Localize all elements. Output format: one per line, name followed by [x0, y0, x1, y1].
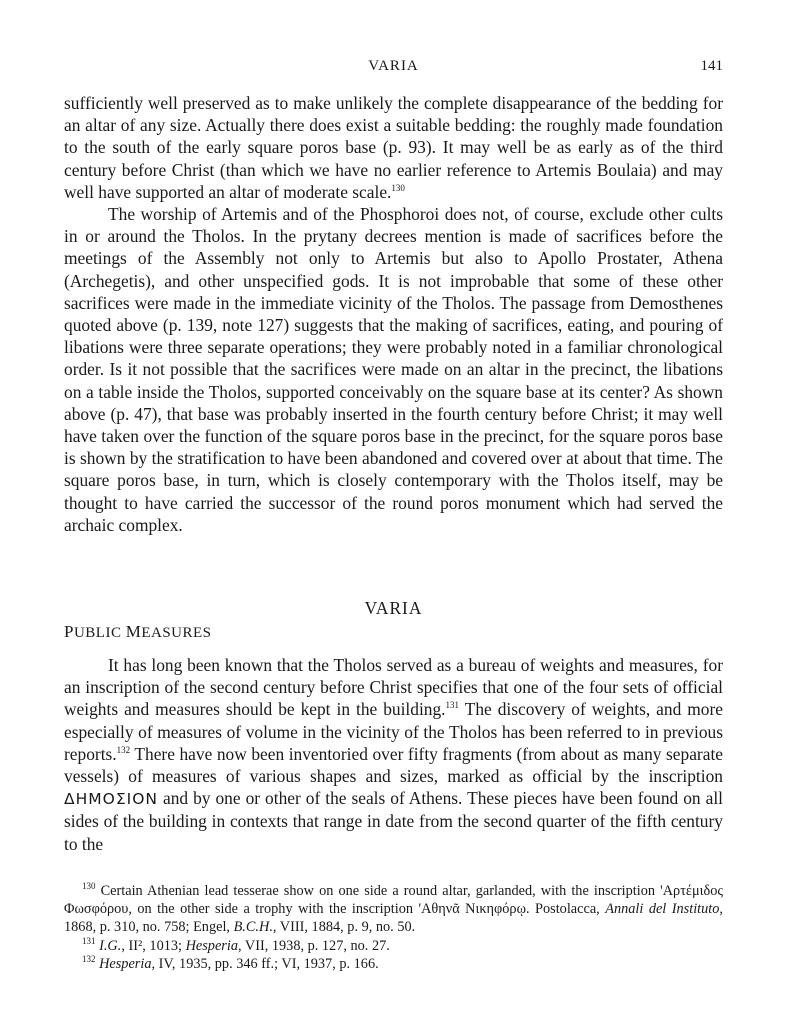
journal-bch: B.C.H. [233, 919, 273, 936]
public-measures-text [64, 654, 723, 855]
footnote-130-text-e: , VIII, 1884, p. 9, no. 50. [272, 919, 416, 936]
journal-hesperia-132: Hesperia [99, 955, 152, 972]
footnote-132-number: 132 [82, 954, 96, 965]
journal-hesperia-131: Hesperia [185, 937, 238, 954]
paragraph-3-part-b: The discovery of weights, and more especially of measures of volume in the vicinity of the Tholos has been referred to in previous reports. [64, 699, 723, 764]
footnote-ref-130: 130 [391, 183, 405, 194]
subhead-rest-2: EASURES [141, 625, 212, 641]
footnote-130-text-d: , 1868, p. 310, no. 758; Engel, [64, 901, 723, 936]
footnote-132 [64, 955, 723, 973]
subhead-initial-2: M [125, 622, 142, 641]
footnote-131-text-a: , II², 1013; [121, 937, 186, 954]
footnote-ref-132: 132 [116, 745, 131, 756]
paragraph-3-part-d: and by one or other of the seals of Athens. These pieces have been found on all sides of the building in contexts that range in date from the second quarter of the fifth century to the [64, 788, 723, 854]
footnote-131 [64, 937, 723, 955]
page-header [64, 58, 723, 78]
footnote-130 [64, 882, 723, 937]
section-title: VARIA [364, 598, 423, 618]
inscription-demosion: ΔΗΜΟΣΙΟΝ [64, 790, 158, 809]
footnote-131-text-b: , VII, 1938, p. 127, no. 27. [237, 937, 390, 954]
page-number: 141 [700, 58, 723, 74]
paragraph-1-text: sufficiently well preserved as to make unlikely the complete disappearance of the bedding for an altar of any size. Actually there does exist a suitable bedding: the roughly made foundation to the south of the early square poros base (p. 93). It may well be as early as of the third century before Christ (than which we have no earlier reference to Artemis Boulaia) and may well have supported an altar of moderate scale. [64, 93, 723, 202]
subhead-initial-1: P [64, 622, 74, 641]
paragraph-3 [64, 654, 723, 855]
journal-annali: Annali del Instituto [605, 901, 720, 918]
paragraph-1 [64, 92, 723, 203]
footnote-131-number: 131 [82, 935, 96, 946]
greek-inscription-artemis: 'Αρτέμιδος Φωσφόρου [64, 883, 723, 918]
main-text [64, 92, 723, 536]
footnote-132-text-a: , IV, 1935, pp. 346 ff.; VI, 1937, p. 166. [151, 955, 379, 972]
paragraph-2: The worship of Artemis and of the Phosphoroi does not, of course, exclude other cults in or around the Tholos. In the prytany decrees mention is made of sacrifices before the meetings of the Assembly not only to Artemis but also to Apollo Prostater, Athena (Archegetis), and other unspecified gods. It is not improbable that some of these other sacrifices were made in the immediate vicinity of the Tholos. The passage from Demosthenes quoted above (p. 139, note 127) suggests that the making of sacrifices, eating, and pouring of libations were three separate operations; they were probably noted in a familiar chronological order. Is it not possible that the sacrifices were made on an altar in the precinct, the libations on a table inside the Tholos, supported conceivably on the square base at its center? As shown above (p. 47), that base was probably inserted in the fourth century before Christ; it may well have taken over the function of the square poros base in the precinct, for the square poros base is shown by the stratification to have been abandoned and covered over at about that time. The square poros base, in turn, which is closely contemporary with the Tholos itself, may be thought to have carried the successor of the round poros monument which had served the archaic complex. [64, 204, 723, 535]
footnote-ref-131: 131 [445, 700, 460, 711]
paragraph-3-part-c: There have now been inventoried over fifty fragments (from about as many separate vessels) of measures of various shapes and sizes, marked as official by the inscription [64, 743, 723, 787]
journal-ig: I.G. [99, 937, 122, 954]
subsection-heading [64, 622, 212, 642]
footnote-130-text-b: , on the other side a trophy with the inscription [128, 901, 419, 918]
footnote-130-text-a: Certain Athenian lead tesserae show on one side a round altar, garlanded, with the inscription [95, 883, 661, 899]
footnotes [64, 882, 723, 973]
paragraph-3-part-a: It has long been known that the Tholos served as a bureau of weights and measures, for an inscription of the second century before Christ specifies that one of the four sets of official weights and measures should be kept in the building. [64, 655, 723, 720]
subhead-rest-1: UBLIC [73, 625, 122, 641]
footnote-130-number: 130 [82, 881, 96, 892]
footnote-130-text-c: . Postolacca, [525, 901, 606, 918]
greek-inscription-athena: 'Αθηνᾶ Νικηφόρῳ [418, 901, 526, 918]
running-title: VARIA [368, 58, 419, 74]
